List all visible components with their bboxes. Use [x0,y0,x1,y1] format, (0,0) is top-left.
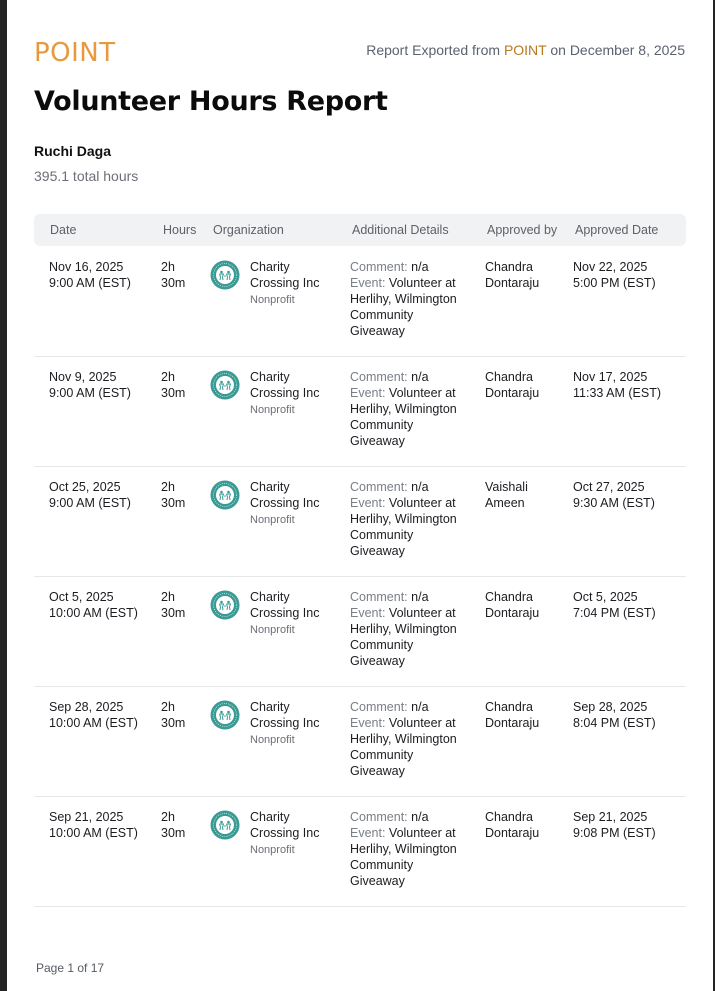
comment-value: n/a [411,370,429,384]
charity-crossing-logo-icon [210,480,240,510]
event-4: Giveaway [350,324,405,338]
column-header-approved-date: Approved Date [575,223,659,237]
export-prefix: Report Exported from [366,42,504,58]
org-name-1: Charity [250,480,290,494]
approved-date-cell [573,369,683,401]
hours-cell [161,259,201,291]
volunteer-time: 10:00 AM (EST) [49,606,138,620]
event-line [350,825,478,889]
date-cell [49,369,154,401]
hours-value: 2h [161,480,175,494]
event-line [350,605,478,669]
event-4: Giveaway [350,434,405,448]
org-name-1: Charity [250,590,290,604]
approved-time: 11:33 AM (EST) [573,386,661,400]
hours-cell [161,699,201,731]
approver-last-name: Dontaraju [485,386,540,400]
org-name-2: Crossing Inc [250,716,320,730]
hours-cell [161,479,201,511]
volunteer-time: 9:00 AM (EST) [49,496,131,510]
comment-line [350,369,478,385]
table-row [34,246,686,357]
approver-cell [485,369,565,401]
org-name-2: Crossing Inc [250,826,320,840]
organization-name [250,479,340,511]
event-1: Volunteer at [388,496,456,510]
organization-cell [250,479,340,527]
volunteer-date: Oct 25, 2025 [49,480,121,494]
organization-name [250,369,340,401]
event-1: Volunteer at [388,386,456,400]
approved-time: 8:04 PM (EST) [573,716,656,730]
event-1: Volunteer at [388,606,456,620]
charity-crossing-logo-icon [210,810,240,840]
comment-label: Comment: [350,370,412,384]
comment-label: Comment: [350,810,412,824]
approved-date: Nov 17, 2025 [573,370,648,384]
event-line [350,715,478,779]
approved-date: Sep 21, 2025 [573,810,648,824]
approver-cell [485,589,565,621]
report-page [7,0,713,991]
volunteer-date: Oct 5, 2025 [49,590,114,604]
approver-first-name: Chandra [485,370,533,384]
approved-time: 9:08 PM (EST) [573,826,656,840]
comment-value: n/a [411,810,429,824]
approved-date-cell [573,699,683,731]
organization-type: Nonprofit [250,624,295,636]
organization-cell [250,589,340,637]
org-name-2: Crossing Inc [250,496,320,510]
hours-cell [161,589,201,621]
column-header-date: Date [50,223,77,237]
approver-cell [485,479,565,511]
column-header-approved-by: Approved by [487,223,558,237]
event-label: Event: [350,496,389,510]
volunteer-name: Ruchi Daga [34,143,112,159]
organization-cell [250,809,340,857]
date-cell [49,699,154,731]
event-2: Herlihy, Wilmington [350,732,457,746]
org-name-2: Crossing Inc [250,606,320,620]
minutes-value: 30m [161,716,186,730]
volunteer-date: Sep 21, 2025 [49,810,124,824]
approved-time: 5:00 PM (EST) [573,276,656,290]
point-logo: POINT [34,38,116,68]
page-number: Page 1 of 17 [36,961,105,975]
organization-name [250,589,340,621]
table-row [34,466,686,577]
approver-first-name: Chandra [485,810,533,824]
approver-first-name: Chandra [485,700,533,714]
details-cell [350,809,478,889]
approver-last-name: Dontaraju [485,606,540,620]
charity-crossing-logo-icon [210,590,240,620]
event-label: Event: [350,716,389,730]
event-3: Community [350,858,414,872]
approved-date-cell [573,589,683,621]
event-1: Volunteer at [388,826,456,840]
event-label: Event: [350,386,389,400]
approved-date-cell [573,479,683,511]
approved-date: Oct 27, 2025 [573,480,645,494]
table-header [34,214,686,246]
approver-last-name: Dontaraju [485,276,540,290]
hours-cell [161,809,201,841]
comment-value: n/a [411,590,429,604]
details-cell [350,699,478,779]
approved-date: Oct 5, 2025 [573,590,638,604]
approver-last-name: Ameen [485,496,525,510]
organization-name [250,259,340,291]
approved-date-cell [573,259,683,291]
comment-label: Comment: [350,590,412,604]
export-suffix: on December 8, 2025 [546,42,685,58]
organization-type: Nonprofit [250,404,295,416]
organization-type: Nonprofit [250,844,295,856]
organization-name [250,809,340,841]
hours-value: 2h [161,260,175,274]
event-2: Herlihy, Wilmington [350,292,457,306]
org-name-1: Charity [250,370,290,384]
date-cell [49,259,154,291]
approver-first-name: Chandra [485,590,533,604]
date-cell [49,809,154,841]
hours-value: 2h [161,590,175,604]
table-row [34,686,686,797]
event-label: Event: [350,276,389,290]
event-line [350,385,478,449]
event-2: Herlihy, Wilmington [350,402,457,416]
event-line [350,275,478,339]
export-brand: POINT [503,42,547,58]
event-1: Volunteer at [388,276,456,290]
date-cell [49,479,154,511]
organization-type: Nonprofit [250,514,295,526]
organization-cell [250,699,340,747]
hours-cell [161,369,201,401]
approved-date: Nov 22, 2025 [573,260,648,274]
event-label: Event: [350,826,389,840]
hours-value: 2h [161,700,175,714]
event-3: Community [350,308,414,322]
approver-cell [485,259,565,291]
approver-cell [485,809,565,841]
comment-line [350,589,478,605]
comment-line [350,259,478,275]
approved-date: Sep 28, 2025 [573,700,648,714]
comment-line [350,699,478,715]
column-header-additional-details: Additional Details [352,223,449,237]
comment-line [350,809,478,825]
table-row [34,796,686,907]
event-line [350,495,478,559]
comment-label: Comment: [350,480,412,494]
org-name-1: Charity [250,260,290,274]
export-info [366,42,685,58]
column-header-hours: Hours [163,223,197,237]
organization-cell [250,259,340,307]
comment-label: Comment: [350,700,412,714]
approved-date-cell [573,809,683,841]
event-2: Herlihy, Wilmington [350,622,457,636]
volunteer-date: Sep 28, 2025 [49,700,124,714]
event-4: Giveaway [350,544,405,558]
volunteer-time: 10:00 AM (EST) [49,716,138,730]
event-1: Volunteer at [388,716,456,730]
details-cell [350,259,478,339]
approver-first-name: Vaishali [485,480,528,494]
org-name-2: Crossing Inc [250,276,320,290]
organization-type: Nonprofit [250,734,295,746]
volunteer-date: Nov 9, 2025 [49,370,117,384]
minutes-value: 30m [161,276,186,290]
org-name-1: Charity [250,810,290,824]
volunteer-time: 10:00 AM (EST) [49,826,138,840]
volunteer-time: 9:00 AM (EST) [49,276,131,290]
event-3: Community [350,528,414,542]
minutes-value: 30m [161,386,186,400]
hours-value: 2h [161,370,175,384]
table-row [34,576,686,687]
charity-crossing-logo-icon [210,370,240,400]
approver-first-name: Chandra [485,260,533,274]
column-header-organization: Organization [213,223,284,237]
approver-cell [485,699,565,731]
approved-time: 9:30 AM (EST) [573,496,655,510]
approver-last-name: Dontaraju [485,716,540,730]
event-4: Giveaway [350,764,405,778]
comment-value: n/a [411,260,429,274]
event-2: Herlihy, Wilmington [350,512,457,526]
organization-type: Nonprofit [250,294,295,306]
details-cell [350,589,478,669]
date-cell [49,589,154,621]
charity-crossing-logo-icon [210,700,240,730]
hours-value: 2h [161,810,175,824]
details-cell [350,479,478,559]
event-4: Giveaway [350,874,405,888]
volunteer-date: Nov 16, 2025 [49,260,124,274]
minutes-value: 30m [161,826,186,840]
event-3: Community [350,418,414,432]
comment-value: n/a [411,480,429,494]
org-name-1: Charity [250,700,290,714]
approver-last-name: Dontaraju [485,826,540,840]
org-name-2: Crossing Inc [250,386,320,400]
volunteer-time: 9:00 AM (EST) [49,386,131,400]
page-title: Volunteer Hours Report [34,86,388,117]
event-3: Community [350,748,414,762]
event-3: Community [350,638,414,652]
details-cell [350,369,478,449]
event-2: Herlihy, Wilmington [350,842,457,856]
comment-label: Comment: [350,260,412,274]
charity-crossing-logo-icon [210,260,240,290]
event-4: Giveaway [350,654,405,668]
comment-value: n/a [411,700,429,714]
organization-cell [250,369,340,417]
approved-time: 7:04 PM (EST) [573,606,656,620]
minutes-value: 30m [161,606,186,620]
table-row [34,356,686,467]
minutes-value: 30m [161,496,186,510]
event-label: Event: [350,606,389,620]
organization-name [250,699,340,731]
total-hours: 395.1 total hours [34,168,139,184]
comment-line [350,479,478,495]
